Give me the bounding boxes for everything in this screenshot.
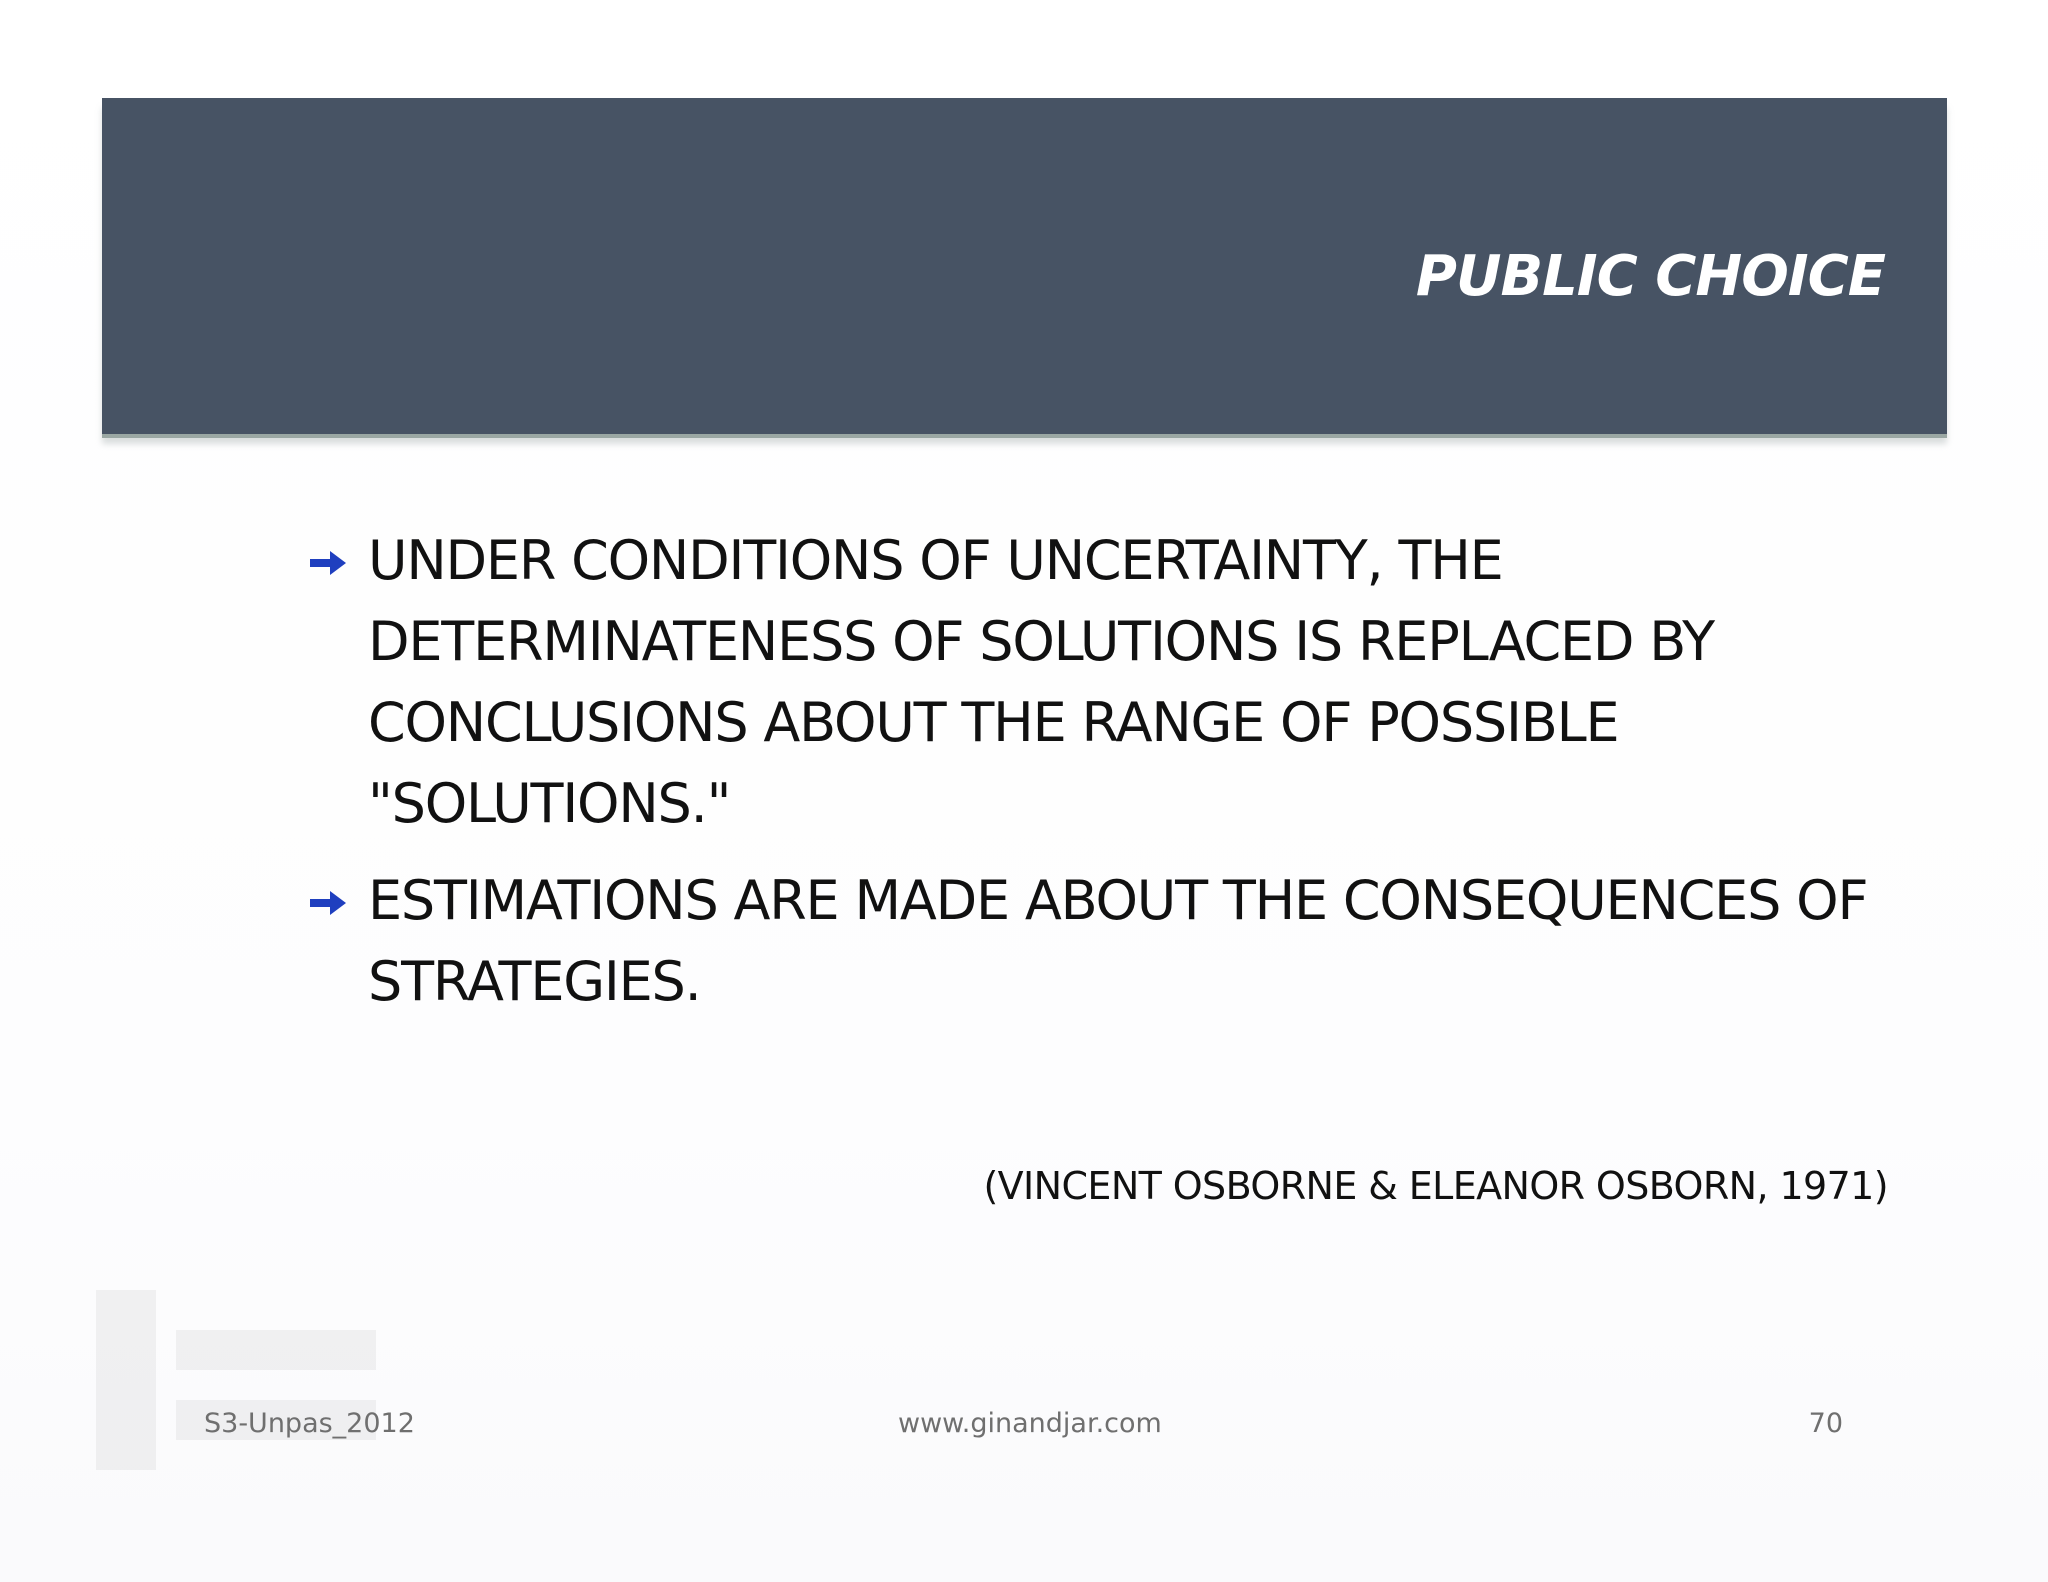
footer-left-label: S3-Unpas_2012 xyxy=(204,1408,415,1439)
watermark-logo xyxy=(96,1270,396,1490)
slide-title: PUBLIC CHOICE xyxy=(1415,244,1885,309)
title-band xyxy=(102,98,1947,434)
bullet-item xyxy=(308,520,1918,844)
page-number: 70 xyxy=(1808,1408,1843,1439)
bullet-text: ESTIMATIONS ARE MADE ABOUT THE CONSEQUENCES OF STRATEGIES. xyxy=(368,869,1868,1013)
bullet-text: UNDER CONDITIONS OF UNCERTAINTY, THE DETERMINATENESS OF SOLUTIONS IS REPLACED BY CONCLUSIONS ABOUT THE RANGE OF POSSIBLE "SOLUTIONS." xyxy=(368,529,1714,835)
citation: (VINCENT OSBORNE & ELEANOR OSBORN, 1971) xyxy=(983,1164,1888,1208)
bullet-item xyxy=(308,860,1918,1022)
bullet-list xyxy=(308,520,1918,1038)
footer-website: www.ginandjar.com xyxy=(898,1408,1162,1439)
arrow-right-icon xyxy=(308,888,348,918)
arrow-right-icon xyxy=(308,548,348,578)
